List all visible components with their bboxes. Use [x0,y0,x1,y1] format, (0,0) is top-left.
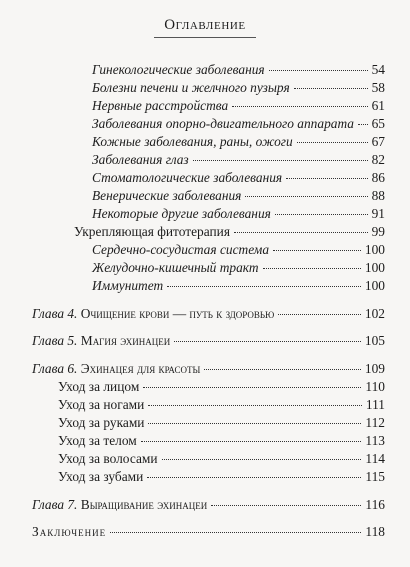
dot-leader [232,106,367,107]
page-header [0,16,410,38]
dot-leader [211,505,361,506]
dot-leader [143,387,361,388]
chapter-page: 102 [364,306,385,321]
toc-entry-label: Укрепляющая фитотерапия [74,224,231,239]
toc-title: Оглавление [154,17,255,38]
chapter-number: Глава 4. [32,306,78,321]
toc-entry-page: 100 [364,260,385,275]
dot-leader [162,459,362,460]
toc-entry-page: 54 [371,62,385,77]
toc-entry-page: 113 [365,433,385,448]
toc-entry-label: Желудочно-кишечный тракт [92,260,259,275]
dot-leader [286,178,367,179]
dot-leader [204,369,361,370]
dot-leader [297,142,368,143]
toc-entry [92,260,385,278]
toc-entry [92,116,385,134]
toc-entry [92,134,385,152]
toc-entry-page: 58 [371,80,385,95]
toc-entry-label: Болезни печени и желчного пузыря [92,80,290,95]
toc-entry-label: Заболевания опорно-двигательного аппарата [92,116,354,131]
toc-entry [92,242,385,260]
toc-entry-label: Сердечно-сосудистая система [92,242,270,257]
dot-leader [263,268,361,269]
toc-entry [58,469,385,487]
dot-leader [269,70,368,71]
dot-leader [147,477,361,478]
toc-entry [92,80,385,98]
toc-entry-page: 100 [364,242,385,257]
dot-leader [358,124,368,125]
conclusion-label: Заключение [32,524,107,539]
toc-entry-page: 99 [371,224,385,239]
toc-entry [74,224,385,242]
toc-entry-label: Нервные расстройства [92,98,229,113]
toc-entry [92,188,385,206]
toc-entry-label: Уход за волосами [58,451,158,466]
toc-chapter [32,333,385,351]
toc-entry-page: 114 [365,451,385,466]
toc-entry [92,278,385,296]
toc-entry-page: 112 [365,415,385,430]
toc-entry-label: Гинекологические заболевания [92,62,265,77]
dot-leader [275,214,368,215]
toc-entry [58,379,385,397]
toc-chapter [32,361,385,379]
toc-entry-page: 91 [371,206,385,221]
dot-leader [234,232,368,233]
toc-entry [58,433,385,451]
conclusion-page: 118 [365,524,385,539]
toc-entry-page: 100 [364,278,385,293]
dot-leader [148,423,361,424]
chapter-page: 109 [364,361,385,376]
toc-entry-page: 111 [365,397,385,412]
toc-entry-page: 86 [371,170,385,185]
toc-entry-page: 115 [365,469,385,484]
toc-entry-label: Уход за ногами [58,397,145,412]
dot-leader [167,286,361,287]
dot-leader [245,196,367,197]
toc-conclusion [32,524,385,542]
dot-leader [141,441,362,442]
chapter-title: Очищение крови — путь к здоровью [80,306,275,321]
dot-leader [110,532,361,533]
toc-entry [92,98,385,116]
toc-entry [58,415,385,433]
chapter-page: 116 [365,497,385,512]
toc-entry-label: Заболевания глаз [92,152,189,167]
toc-chapter [32,497,385,515]
dot-leader [294,88,368,89]
chapter-number: Глава 5. [32,333,78,348]
toc-entry-label: Уход за зубами [58,469,144,484]
chapter-title: Эхинацея для красоты [80,361,201,376]
toc-entry-page: 88 [371,188,385,203]
dot-leader [278,314,361,315]
toc-entry-label: Уход за телом [58,433,137,448]
toc-entry [58,451,385,469]
dot-leader [273,250,361,251]
toc-entry [92,170,385,188]
dot-leader [148,405,362,406]
toc-entry [92,62,385,80]
toc-entry-label: Некоторые другие заболевания [92,206,271,221]
toc-entry-page: 65 [371,116,385,131]
toc-entry [92,152,385,170]
dot-leader [174,341,361,342]
toc-entry-label: Иммунитет [92,278,164,293]
dot-leader [193,160,368,161]
chapter-number: Глава 7. [32,497,78,512]
chapter-number: Глава 6. [32,361,78,376]
toc-entry-label: Кожные заболевания, раны, ожоги [92,134,293,149]
toc-entry [58,397,385,415]
toc-entry-page: 110 [365,379,385,394]
toc-entry [92,206,385,224]
chapter-page: 105 [364,333,385,348]
chapter-title: Выращивание эхинацеи [80,497,208,512]
toc-entry-label: Уход за руками [58,415,145,430]
toc-entry-page: 67 [371,134,385,149]
toc-entry-label: Уход за лицом [58,379,140,394]
toc-chapter [32,306,385,324]
toc-entry-label: Венерические заболевания [92,188,242,203]
chapter-title: Магия эхинацеи [80,333,171,348]
toc-entry-label: Стоматологические заболевания [92,170,283,185]
toc-entry-page: 82 [371,152,385,167]
toc-entry-page: 61 [371,98,385,113]
